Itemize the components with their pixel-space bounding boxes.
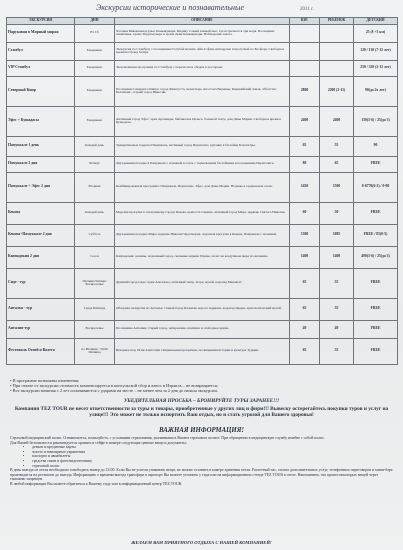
- price-adult: 65: [290, 136, 320, 156]
- excursion-name: Памуккале + Эфес 2 дня: [7, 172, 75, 202]
- excursion-days: Каждый день: [75, 202, 115, 224]
- excursion-name: Памуккале 2 дня: [7, 156, 75, 172]
- page-title: Экскурсии исторические и познавательные: [96, 3, 244, 12]
- info-details: В день выезда из отеля необходимо освободить номер до 12:00. Если Вы не успели упаковать вещи, их можно оставить в камере хранения отеля. Расчетный час, оплата дополнительных услуг, телефонных переговоров и мини-бара производятся на ресепшен до выезда. Информацию о времени выезда трансфера в аэропорт Вы можете уточнить у гида или на информационном стенде TEZ TOUR в отеле. Напоминаем, что провоз некоторых вещей через таможню запрещен.: [10, 468, 393, 482]
- column-header-adult: ВЗР.: [290, 18, 320, 25]
- excursion-description: Посещение Анталии: старый город, набережная, шоппинг и свободное время.: [115, 320, 290, 338]
- table-row: [7, 60, 398, 76]
- column-header-excursion: ЭКСКУРСИЯ: [7, 18, 75, 25]
- price-infant: 25 ($ +5 км): [354, 24, 398, 42]
- price-infant: FREE: [354, 298, 398, 320]
- price-infant: 90(до 2х лет): [354, 76, 398, 106]
- table-row: [7, 24, 398, 42]
- valuables-list: [10, 445, 393, 468]
- table-row: [7, 202, 398, 224]
- excursion-description: Античный город Эфес: храм Артемиды, библиотека Цельса, большой театр, дом Девы Марии. Свободное время в Кушадасы.: [115, 106, 290, 136]
- excursion-days: Ежедневно: [75, 42, 115, 60]
- column-header-infant: ДЕТСКИЙ: [354, 18, 398, 25]
- info-section: [10, 436, 393, 487]
- table-row: [7, 106, 398, 136]
- note-item: • В программе возможны изменения;: [10, 378, 80, 383]
- note-text: При отказе от экскурсии стоимость компенсируется в консульской сбор и взнос в Израиль – не возвращается;: [12, 383, 219, 389]
- list-item: • паспорта и авиабилеты: [32, 454, 393, 459]
- excursion-days: Воскресенье: [75, 320, 115, 338]
- table-row: [7, 320, 398, 338]
- excursion-description: Обзорная экскурсия по Анталье: старый город Калеичи, ворота Адриана, водопад Дюден, археологический музей.: [115, 298, 290, 320]
- price-adult: 1450: [290, 172, 320, 202]
- footer-wish: ЖЕЛАЕМ ВАМ ПРИЯТНОГО ОТДЫХА С НАШЕЙ КОМПАНИЕЙ!: [131, 540, 272, 545]
- excursion-description: Часовня Вивекананда (мыс Каньякумари, Индия). Самый южный мыс, где встречаются три моря. Посещение памятника, храма Тирувалувара и храма Деви Каньякумари. Наблюдение заката.: [115, 24, 290, 42]
- note-text: Все экскурсии начиная с 2 лет оплачиваются с ударами на месте – не менее чем за 2 дня до начала экскурсии.: [12, 388, 218, 394]
- table-row: [7, 42, 398, 60]
- price-child: [320, 24, 354, 42]
- column-header-child: РЕБЁНОК: [320, 18, 354, 25]
- price-adult: [290, 24, 320, 42]
- excursion-description: Травертиновые террасы Памуккале, античный город Иераполис, купание в бассейне Клеопатры.: [115, 136, 290, 156]
- excursion-days: Пятница Четверг Воскресенье: [75, 268, 115, 298]
- table-row: [7, 246, 398, 268]
- price-infant: FREE / 85(0-5): [354, 224, 398, 246]
- excursion-name: Нарукаван в Мирный мираж: [7, 24, 75, 42]
- excursion-description: Комбинированная программа: Памуккале, Иераполис, Эфес, дом Девы Марии. Ночевка в термальном отеле.: [115, 172, 290, 202]
- note-item: • Все экскурсии начиная с 2 лет оплачиваются с ударами на месте – не менее чем за 2 дня до начала экскурсии.: [10, 388, 218, 394]
- price-child: 55: [320, 338, 354, 364]
- price-infant: 0-6770(6-2) / 0-90: [354, 172, 398, 202]
- price-child: 55: [320, 298, 354, 320]
- table-row: [7, 298, 398, 320]
- excursion-days: Ежедневно: [75, 76, 115, 106]
- excursion-name: Фестиваль Огней и Валета: [7, 338, 75, 364]
- column-header-days: ДНИ: [75, 18, 115, 25]
- price-child: 50: [320, 202, 354, 224]
- price-infant: 150(3-6) / 25(до 3): [354, 106, 398, 136]
- list-item: • золото и ювелирные украшения: [32, 450, 393, 455]
- list-item: • деньги и кредитные карты: [32, 445, 393, 450]
- excursion-name: Кекова+Памуккале 2 дня: [7, 224, 75, 246]
- price-child: 65: [320, 156, 354, 172]
- price-infant: FREE: [354, 320, 398, 338]
- price-child: 1500: [320, 172, 354, 202]
- excursion-days: Ежедневно: [75, 106, 115, 136]
- note-text: В программе возможны изменения;: [12, 378, 80, 383]
- price-adult: 80: [290, 156, 320, 172]
- excursion-name: Анталья - тур: [7, 298, 75, 320]
- price-adult: 1300: [290, 224, 320, 246]
- table-header-row: [7, 18, 398, 25]
- table-row: [7, 268, 398, 298]
- price-child: 55: [320, 136, 354, 156]
- info-contact: В любой информации Вы можете обратиться к Вашему гиду или в информационный центр TEZ TOUR.: [10, 481, 183, 486]
- price-infant: 400(3-6) / 25(до 3): [354, 246, 398, 268]
- price-adult: 1400: [290, 246, 320, 268]
- info-valuables: Для Вашей безопасности рекомендуется хранить в сейфе в номере следующие ценные вещи и документы:: [10, 440, 187, 445]
- info-intro: Страховой медицинский полис. Ознакомьтесь, пожалуйста, с условиями страхования, указанными в Вашем страховом полисе. При обращении в медицинскую службу имейте с собой полис.: [10, 436, 325, 440]
- price-child: [320, 60, 354, 76]
- excursion-days: Каждый день: [75, 136, 115, 156]
- price-infant: FREE: [354, 338, 398, 364]
- excursion-name: Стамбул: [7, 42, 75, 60]
- price-child: [320, 42, 354, 60]
- excursion-description: Двухдневная поездка в Памуккале с ночевкой в отеле с термальными бассейнами и посещением Иераполиса.: [115, 156, 290, 172]
- price-adult: [290, 42, 320, 60]
- price-child: 40: [320, 320, 354, 338]
- notes-list: [10, 378, 218, 394]
- price-adult: 2400: [290, 106, 320, 136]
- excursion-days: Ежедневно: [75, 60, 115, 76]
- info-heading: ВАЖНАЯ ИНФОРМАЦИЯ!: [158, 427, 245, 434]
- excursion-name: Сиде - тур: [7, 268, 75, 298]
- excursion-days: Сезон: [75, 246, 115, 268]
- excursion-name: Эфес + Кушадасы: [7, 106, 75, 136]
- column-header-description: ОПИСАНИЕ: [115, 18, 290, 25]
- price-adult: 65: [290, 268, 320, 298]
- table-row: [7, 76, 398, 106]
- price-child: 2400: [320, 106, 354, 136]
- table-row: [7, 156, 398, 172]
- price-infant: 250 / 320 (2-12 лет): [354, 60, 398, 76]
- excursion-description: Экскурсия по Стамбулу с посещением Голубой мечети, Айя-Софии, ипподрома и прогулкой по Босфору. Свободное время на Гранд базаре.: [115, 42, 290, 60]
- table-row: [7, 172, 398, 202]
- excursion-days: Среда Пятница: [75, 298, 115, 320]
- excursion-table: [6, 17, 398, 365]
- price-infant: FREE: [354, 268, 398, 298]
- excursion-description: Вечернее шоу Огни Анатолии: танцевальная программа, посвященная истории и культуре Турции.: [115, 338, 290, 364]
- price-adult: 60: [290, 202, 320, 224]
- excursion-description: Двухдневная поездка: Мира, церковь Николая Чудотворца, лодочная прогулка к Кекове, Памуккале с ночевкой.: [115, 224, 290, 246]
- excursion-description: Морская прогулка к затонувшему городу Кекова, крепость Симена, античный город Мира, церковь Святого Николая.: [115, 202, 290, 224]
- price-infant: FREE: [354, 156, 398, 172]
- excursion-name: Кекова: [7, 202, 75, 224]
- excursion-name: Северный Кипр: [7, 76, 75, 106]
- price-child: 1400: [320, 246, 354, 268]
- excursion-days: Вторник: [75, 172, 115, 202]
- excursion-days: по Вторник / 30.06 Пятница: [75, 338, 115, 364]
- responsibility-warning: Компания TEZ TOUR не несет ответственности за туры и товары, приобретенные у других лиц и фирм!!! Вывеску остерегайтесь покупки туров и услуг на улице!!! Это может не только испортить Ваш отдых, но и стать угрозой для Вашего здоровья!: [14, 406, 389, 419]
- excursion-description: Посещение Северного Кипра: город Фамагуста, монастырь Апостола Варнавы, Киренийский замок, аббатство Беллапаис, старый город Никосии.: [115, 76, 290, 106]
- price-child: 2200 (2-11): [320, 76, 354, 106]
- excursion-name: Каппадокия 2 дня: [7, 246, 75, 268]
- corner-note: 2011 г.: [300, 7, 314, 12]
- price-adult: 65: [290, 338, 320, 364]
- booking-request: УБЕДИТЕЛЬНАЯ ПРОСЬБА – БРОНИРУЙТЕ ТУРЫ ЗАРАНЕЕ!!!: [123, 398, 280, 404]
- price-child: 55: [320, 268, 354, 298]
- price-adult: 65: [290, 298, 320, 320]
- list-item: • средства связи и фото/видеотехнику: [32, 459, 393, 464]
- note-item: • При отказе от экскурсии стоимость компенсируется в консульской сбор и взнос в Израиль – не возвращается;: [10, 383, 219, 389]
- price-adult: [290, 60, 320, 76]
- excursion-description: Древний город Сиде: храм Аполлона, античный театр, агора, музей, водопад Манавгат.: [115, 268, 290, 298]
- excursion-name: Памуккале 1 день: [7, 136, 75, 156]
- price-adult: 40: [290, 320, 320, 338]
- excursion-days: Четверг: [75, 156, 115, 172]
- excursion-description: Эксклюзивная программа по Стамбулу с перелетом и обедом в ресторане.: [115, 60, 290, 76]
- price-adult: 2800: [290, 76, 320, 106]
- excursion-days: Суббота: [75, 224, 115, 246]
- price-infant: FREE: [354, 202, 398, 224]
- excursion-days: Вт Сб: [75, 24, 115, 42]
- table-row: [7, 136, 398, 156]
- table-row: [7, 338, 398, 364]
- price-infant: 120 / 130 (7-12 лет): [354, 42, 398, 60]
- table-row: [7, 224, 398, 246]
- price-infant: 90: [354, 136, 398, 156]
- excursion-name: Анталия-тур: [7, 320, 75, 338]
- price-child: 1085: [320, 224, 354, 246]
- list-item: • страховой полис: [32, 464, 393, 469]
- excursion-description: Каппадокия: долины, подземный город, скальные церкви Гёреме, полет на воздушном шаре по желанию.: [115, 246, 290, 268]
- excursion-name: VIP Стамбул: [7, 60, 75, 76]
